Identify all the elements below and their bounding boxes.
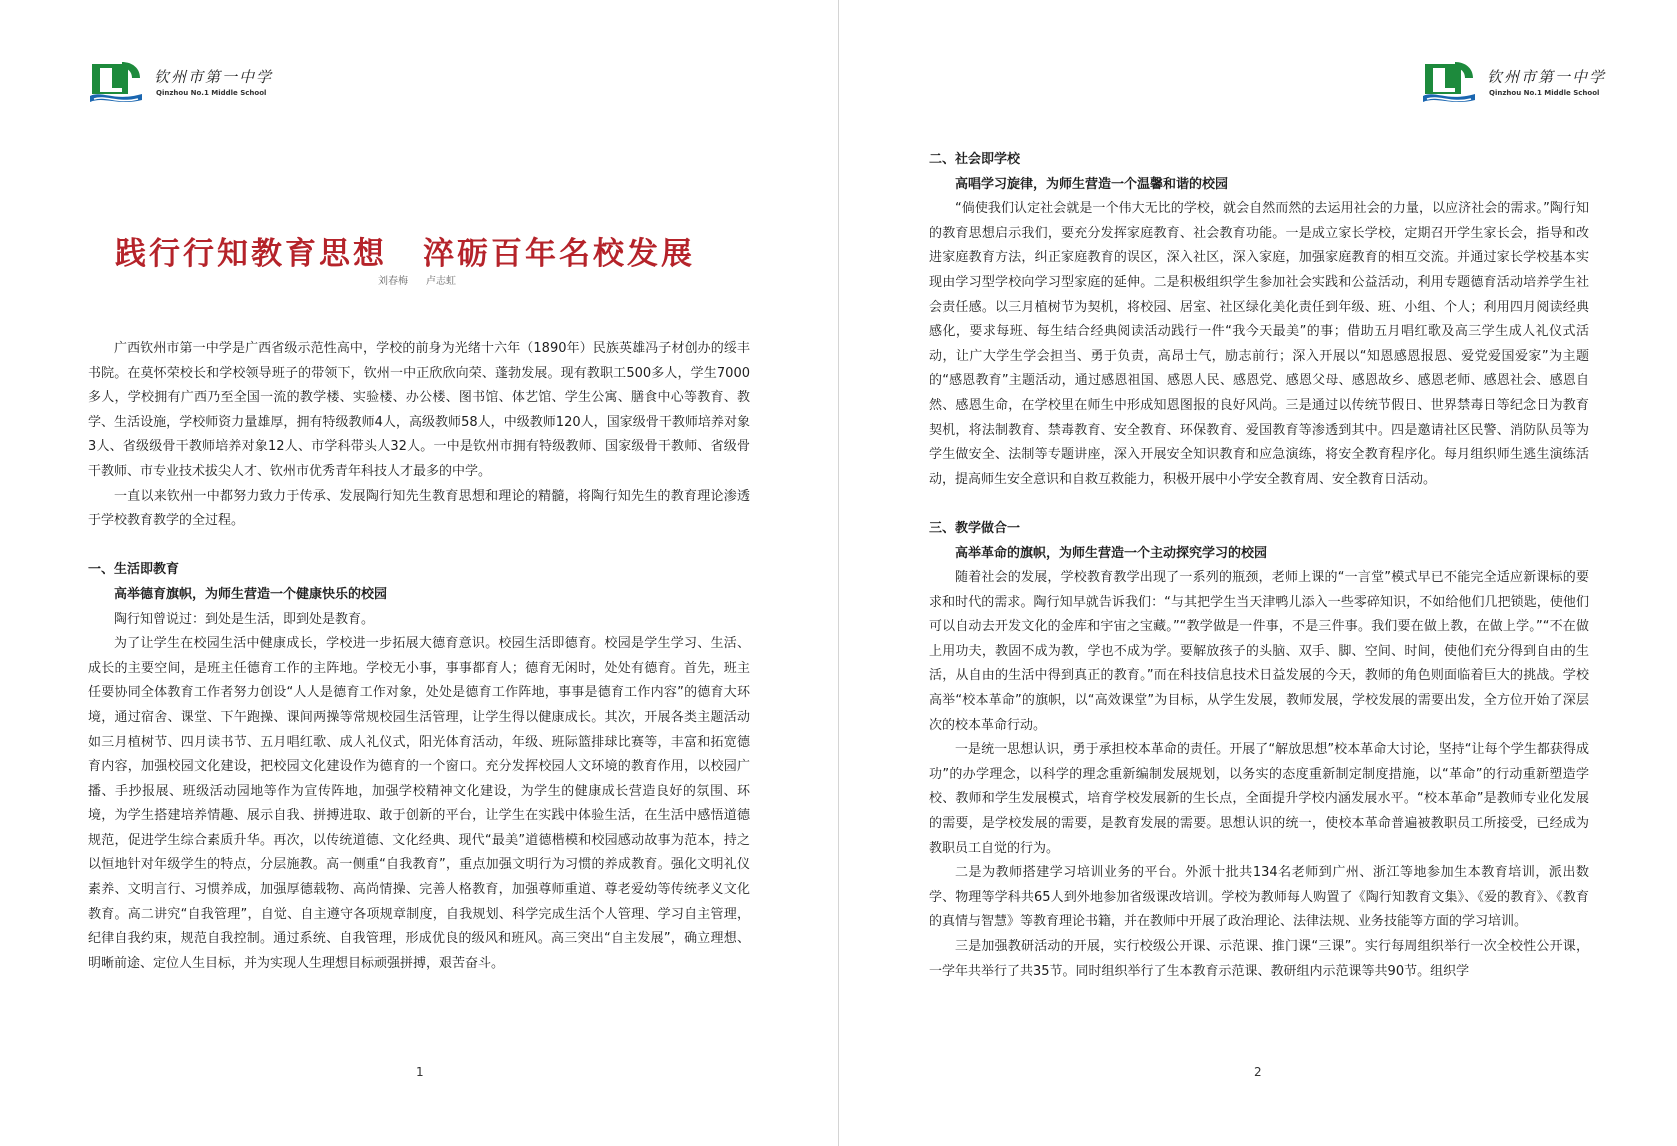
- section-subheading: 高举革命的旗帜，为师生营造一个主动探究学习的校园: [955, 545, 1268, 561]
- section-heading: 一、生活即教育: [88, 562, 180, 578]
- section-heading: 三、教学做合一: [929, 520, 1021, 536]
- logo-school-name-en: Qinzhou No.1 Middle School: [156, 89, 267, 97]
- body-paragraph: 一是统一思想认识，勇于承担校本革命的责任。开展了“解放思想”校本革命大讨论，坚持“让每个学生都获得成功”的办学理念，以科学的理念重新编制发展规划，以务实的态度重新制定制度措施，以“革命”的行动重新塑造学校、教师和学生发展模式，培育学校发展新的生长点，全面提升学校内涵发展水平。“校本革命”是教师专业化发展的需要，是学校发展的需要，是教育发展的需要。思想认识的统一，使校本革命普遍被教职员工所接受，已经成为教职员工自觉的行为。: [929, 742, 1589, 856]
- section-subheading: 高唱学习旋律，为师生营造一个温馨和谐的校园: [955, 176, 1229, 192]
- article-title: [115, 228, 755, 273]
- school-emblem-icon: [1421, 58, 1477, 106]
- article-authors: [378, 272, 456, 287]
- logo-school-name-cn: 钦州市第一中学: [154, 68, 274, 86]
- author-name: 卢志虹: [426, 276, 456, 287]
- logo-school-name-en: Qinzhou No.1 Middle School: [1489, 89, 1600, 97]
- section-subheading: 高举德育旗帜，为师生营造一个健康快乐的校园: [114, 586, 388, 602]
- article-title-part2: 淬砺百年名校发展: [423, 236, 695, 272]
- school-logo: [1421, 58, 1607, 108]
- page-number: 2: [1254, 1065, 1262, 1079]
- page-number: 1: [416, 1065, 424, 1079]
- right-page-body: [929, 148, 1589, 984]
- school-logo: [88, 58, 274, 108]
- body-paragraph: “倘使我们认定社会就是一个伟大无比的学校，就会自然而然的去运用社会的力量，以应济社会的需求。”陶行知的教育思想启示我们，要充分发挥家庭教育、社会教育功能。一是成立家长学校，定期召开学生家长会，指导和改进家庭教育方法，纠正家庭教育的误区，深入社区，深入家庭，加强家庭教育的相互交流。并通过家长学校基本实现由学习型学校向学习型家庭的延伸。二是积极组织学生参加社会实践和公益活动，利用专题德育活动培养学生社会责任感。以三月植树节为契机，将校园、居室、社区绿化美化责任到年级、班、小组、个人；利用四月阅读经典感化，要求每班、每生结合经典阅读活动践行一件“我今天最美”的事；借助五月唱红歌及高三学生成人礼仪式活动，让广大学生学会担当、勇于负责，高昂士气，励志前行；深入开展以“知恩感恩报恩、爱党爱国爱家”为主题的“感恩教育”主题活动，通过感恩祖国、感恩人民、感恩党、感恩父母、感恩故乡、感恩老师、感恩社会、感恩自然、感恩生命，在学校里在师生中形成知恩图报的良好风尚。三是通过以传统节假日、世界禁毒日等纪念日为教育契机，将法制教育、禁毒教育、安全教育、环保教育、爱国教育等渗透到其中。四是邀请社区民警、消防队员等为学生做安全、法制等专题讲座，深入开展安全知识教育和应急演练，将安全教育程序化。每月组织师生逃生演练活动，提高师生安全意识和自救互救能力，积极开展中小学安全教育周、安全教育日活动。: [929, 201, 1589, 487]
- intro-paragraph: 一直以来钦州一中都努力致力于传承、发展陶行知先生教育思想和理论的精髓，将陶行知先生的教育理论渗透于学校教育教学的全过程。: [88, 488, 750, 529]
- body-paragraph: 为了让学生在校园生活中健康成长，学校进一步拓展大德育意识。校园生活即德育。校园是学生学习、生活、成长的主要空间，是班主任德育工作的主阵地。学校无小事，事事都育人；德育无闲时，处处有德育。首先，班主任要协同全体教育工作者努力创设“人人是德育工作对象，处处是德育工作阵地，事事是德育工作内容”的德育大环境，通过宿舍、课堂、下午跑操、课间两操等常规校园生活管理，让学生得以健康成长。其次，开展各类主题活动如三月植树节、四月读书节、五月唱红歌、成人礼仪式，阳光体育活动，年级、班际篮排球比赛等，丰富和拓宽德育内容，加强校园文化建设，把校园文化建设作为德育的一个窗口。充分发挥校园人文环境的教育作用，以校园广播、手抄报展、班级活动园地等作为宣传阵地，加强学校精神文化建设，为学生的健康成长营造良好的氛围、环境，为学生搭建培养情趣、展示自我、拼搏进取、敢于创新的平台，让学生在实践中体验生活，在生活中感悟道德规范，促进学生综合素质升华。再次，以传统道德、文化经典、现代“最美”道德楷模和校园感动故事为范本，持之以恒地针对年级学生的特点，分层施教。高一侧重“自我教育”，重点加强文明行为习惯的养成教育。强化文明礼仪素养、文明言行、习惯养成，加强厚德载物、高尚情操、完善人格教育，加强尊师重道、尊老爱幼等传统孝义文化教育。高二讲究“自我管理”，自觉、自主遵守各项规章制度，自我规划、科学完成生活个人管理、学习自主管理，纪律自我约束，规范自我控制。通过系统、自我管理，形成优良的级风和班风。高三突出“自主发展”，确立理想、明晰前途、定位人生目标，并为实现人生理想目标顽强拼搏，艰苦奋斗。: [88, 636, 750, 971]
- body-paragraph: 二是为教师搭建学习培训业务的平台。外派十批共134名老师到广州、浙江等地参加生本教育培训，派出数学、物理等学科共65人到外地参加省级课改培训。学校为教师每人购置了《陶行知教育文集》、《爱的教育》、《教育的真情与智慧》等教育理论书籍，并在教师中开展了政治理论、法律法规、业务技能等方面的学习培训。: [929, 865, 1589, 930]
- logo-school-name-cn: 钦州市第一中学: [1487, 68, 1607, 86]
- left-page: [0, 0, 838, 1146]
- right-page: [839, 0, 1677, 1146]
- body-paragraph: 三是加强教研活动的开展，实行校级公开课、示范课、推门课“三课”。实行每周组织举行一次全校性公开课，一学年共举行了共35节。同时组织举行了生本教育示范课、教研组内示范课等共90节。组织学: [929, 939, 1589, 979]
- article-title-part1: 践行行知教育思想: [115, 236, 387, 272]
- body-paragraph: 随着社会的发展，学校教育教学出现了一系列的瓶颈，老师上课的“一言堂”模式早已不能完全适应新课标的要求和时代的需求。陶行知早就告诉我们：“与其把学生当天津鸭儿添入一些零碎知识，不如给他们几把锁匙，使他们可以自动去开发文化的金库和宇宙之宝藏。”“教学做是一件事，不是三件事。我们要在做上教，在做上学。”“不在做上用功夫，教固不成为教，学也不成为学。要解放孩子的头脑、双手、脚、空间、时间，使他们充分得到自由的生活，从自由的生活中得到真正的教育。”而在科技信息技术日益发展的今天，教师的角色则面临着巨大的挑战。学校高举“校本革命”的旗帜，以“高效课堂”为目标，从学生发展，教师发展，学校发展的需要出发，全方位开始了深层次的校本革命行动。: [929, 570, 1589, 733]
- quote-paragraph: 陶行知曾说过：到处是生活，即到处是教育。: [114, 611, 375, 627]
- author-name: 刘春梅: [378, 276, 408, 287]
- section-heading: 二、社会即学校: [929, 152, 1021, 167]
- school-emblem-icon: [88, 58, 144, 106]
- intro-paragraph: 广西钦州市第一中学是广西省级示范性高中，学校的前身为光绪十六年（1890年）民族英雄冯子材创办的绥丰书院。在莫怀荣校长和学校领导班子的带领下，钦州一中正欣欣向荣、蓬勃发展。现有教职工500多人，学生7000多人，学校拥有广西乃至全国一流的教学楼、实验楼、办公楼、图书馆、体艺馆、学生公寓、膳食中心等教育、教学、生活设施，学校师资力量雄厚，拥有特级教师4人，高级教师58人，中级教师120人，国家级骨干教师培养对象3人、省级级骨干教师培养对象12人、市学科带头人32人。一中是钦州市拥有特级教师、国家级骨干教师、省级骨干教师、市专业技术拔尖人才、钦州市优秀青年科技人才最多的中学。: [88, 341, 750, 479]
- left-page-body: [88, 337, 750, 976]
